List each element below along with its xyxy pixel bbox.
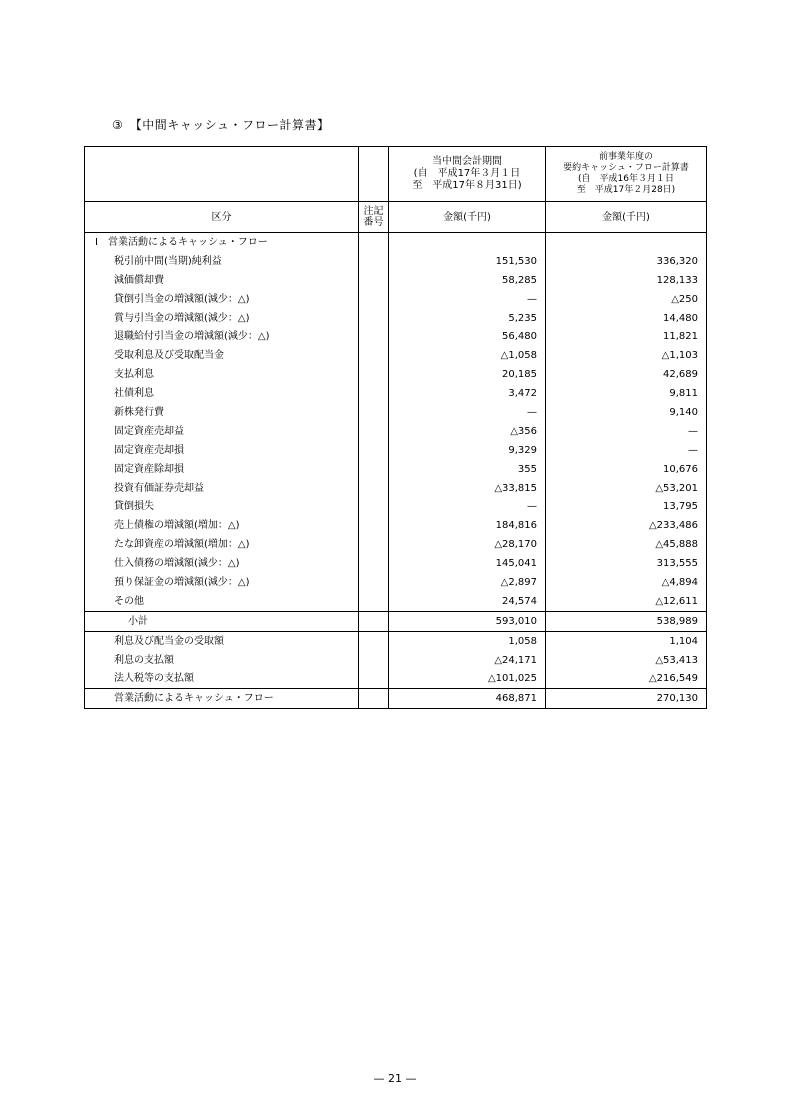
previous-amount-cell: △53,201 [546, 479, 707, 498]
current-amount-cell: 593,010 [389, 611, 546, 631]
note-cell [359, 290, 389, 309]
current-amount-cell: 145,041 [389, 554, 546, 573]
previous-period-from: (自 平成16年３月１日 [578, 174, 674, 184]
current-amount-cell: △2,897 [389, 573, 546, 592]
item-label: 預り保証金の増減額(減少：△) [85, 573, 359, 592]
table-row [85, 535, 707, 554]
item-label: 小計 [85, 611, 359, 631]
previous-amount-cell: △1,103 [546, 346, 707, 365]
note-cell [359, 422, 389, 441]
category-column-header: 区分 [85, 202, 359, 233]
current-amount-cell: △33,815 [389, 479, 546, 498]
current-period-title: 当中間会計期間 [432, 156, 502, 167]
column-header-row [85, 202, 707, 233]
previous-amount-cell: △4,894 [546, 573, 707, 592]
item-label: 賞与引当金の増減額(減少：△) [85, 309, 359, 328]
table-row [85, 554, 707, 573]
table-row [85, 290, 707, 309]
section-heading-row [85, 233, 707, 252]
table-row [85, 460, 707, 479]
previous-amount-cell: — [546, 441, 707, 460]
note-column-header [359, 202, 389, 233]
page-number: — 21 — [373, 1072, 417, 1085]
note-cell [359, 233, 389, 252]
previous-period-to: 至 平成17年２月28日) [576, 185, 676, 195]
cash-flow-statement-table [84, 146, 707, 709]
table-row [85, 516, 707, 535]
subtotal-row [85, 611, 707, 631]
current-amount-cell: 468,871 [389, 689, 546, 709]
table-row [85, 592, 707, 611]
current-amount-cell [389, 233, 546, 252]
total-row [85, 689, 707, 709]
table-row [85, 346, 707, 365]
current-period-from: (自 平成17年３月１日 [413, 168, 521, 179]
previous-amount-cell: 10,676 [546, 460, 707, 479]
item-label: 法人税等の支払額 [85, 669, 359, 688]
previous-amount-cell: 13,795 [546, 497, 707, 516]
blank-header-cell [85, 147, 359, 202]
previous-amount-cell: 1,104 [546, 631, 707, 650]
current-amount-cell: 20,185 [389, 365, 546, 384]
note-header-line2: 番号 [363, 217, 384, 228]
current-amount-cell: △1,058 [389, 346, 546, 365]
note-cell [359, 403, 389, 422]
note-cell [359, 651, 389, 670]
current-amount-cell: 56,480 [389, 327, 546, 346]
item-label: 売上債権の増減額(増加：△) [85, 516, 359, 535]
previous-amount-cell: 11,821 [546, 327, 707, 346]
note-cell [359, 631, 389, 650]
current-amount-cell: — [389, 497, 546, 516]
table-row [85, 384, 707, 403]
current-amount-cell: 3,472 [389, 384, 546, 403]
note-cell [359, 327, 389, 346]
note-cell [359, 516, 389, 535]
section-title: ③ 【中間キャッシュ・フロー計算書】 [112, 118, 330, 132]
note-cell [359, 384, 389, 403]
previous-amount-cell: 42,689 [546, 365, 707, 384]
previous-amount-cell: 9,140 [546, 403, 707, 422]
previous-amount-cell: △45,888 [546, 535, 707, 554]
item-label: 仕入債務の増減額(減少：△) [85, 554, 359, 573]
note-cell [359, 460, 389, 479]
item-label: 税引前中間(当期)純利益 [85, 252, 359, 271]
current-amount-cell: 24,574 [389, 592, 546, 611]
previous-amount-cell: △233,486 [546, 516, 707, 535]
previous-amount-cell: 14,480 [546, 309, 707, 328]
current-amount-cell: 5,235 [389, 309, 546, 328]
current-amount-cell: — [389, 403, 546, 422]
table-row [85, 365, 707, 384]
note-cell [359, 441, 389, 460]
item-label: 投資有価証券売却益 [85, 479, 359, 498]
current-period-header [389, 147, 546, 202]
table-row [85, 327, 707, 346]
previous-period-header [546, 147, 707, 202]
item-label: 減価償却費 [85, 271, 359, 290]
previous-amount-cell: — [546, 422, 707, 441]
current-amount-cell: △356 [389, 422, 546, 441]
note-cell [359, 669, 389, 688]
note-cell [359, 252, 389, 271]
table-row [85, 651, 707, 670]
item-label: 利息及び配当金の受取額 [85, 631, 359, 650]
item-label: 貸倒引当金の増減額(減少：△) [85, 290, 359, 309]
previous-amount-cell: △250 [546, 290, 707, 309]
item-label: 固定資産売却益 [85, 422, 359, 441]
item-label: 受取利息及び受取配当金 [85, 346, 359, 365]
current-amount-cell: △101,025 [389, 669, 546, 688]
item-label: 貸倒損失 [85, 497, 359, 516]
current-amount-cell: 184,816 [389, 516, 546, 535]
table-row [85, 441, 707, 460]
previous-amount-cell: 538,989 [546, 611, 707, 631]
current-amount-cell: 1,058 [389, 631, 546, 650]
item-label: 社債利息 [85, 384, 359, 403]
note-header-line1: 注記 [363, 206, 384, 217]
note-cell [359, 271, 389, 290]
previous-amount-cell: 313,555 [546, 554, 707, 573]
note-cell [359, 365, 389, 384]
current-amount-cell: 9,329 [389, 441, 546, 460]
previous-amount-column-header: 金額(千円) [546, 202, 707, 233]
table-row [85, 422, 707, 441]
note-cell [359, 592, 389, 611]
item-label: 固定資産除却損 [85, 460, 359, 479]
item-label: 利息の支払額 [85, 651, 359, 670]
table-row [85, 403, 707, 422]
previous-amount-cell [546, 233, 707, 252]
current-amount-cell: 58,285 [389, 271, 546, 290]
previous-amount-cell: 270,130 [546, 689, 707, 709]
previous-amount-cell: 336,320 [546, 252, 707, 271]
table-row [85, 271, 707, 290]
current-period-to: 至 平成17年８月31日) [412, 180, 522, 191]
blank-note-header-cell [359, 147, 389, 202]
table-row [85, 479, 707, 498]
item-label: 新株発行費 [85, 403, 359, 422]
table-row [85, 497, 707, 516]
item-label: その他 [85, 592, 359, 611]
note-cell [359, 573, 389, 592]
current-amount-column-header: 金額(千円) [389, 202, 546, 233]
previous-period-title-line1: 前事業年度の [598, 152, 653, 162]
previous-period-title-line2: 要約キャッシュ・フロー計算書 [563, 163, 689, 173]
item-label: 営業活動によるキャッシュ・フロー [85, 689, 359, 709]
current-amount-cell: 151,530 [389, 252, 546, 271]
current-amount-cell: — [389, 290, 546, 309]
current-amount-cell: 355 [389, 460, 546, 479]
note-cell [359, 309, 389, 328]
previous-amount-cell: △12,611 [546, 592, 707, 611]
note-cell [359, 479, 389, 498]
item-label: たな卸資産の増減額(増加：△) [85, 535, 359, 554]
period-header-row [85, 147, 707, 202]
note-cell [359, 497, 389, 516]
current-amount-cell: △24,171 [389, 651, 546, 670]
previous-amount-cell: △53,413 [546, 651, 707, 670]
current-amount-cell: △28,170 [389, 535, 546, 554]
table-row [85, 631, 707, 650]
note-cell [359, 689, 389, 709]
table-row [85, 309, 707, 328]
item-label: 退職給付引当金の増減額(減少：△) [85, 327, 359, 346]
note-cell [359, 611, 389, 631]
note-cell [359, 535, 389, 554]
section-heading: Ⅰ 営業活動によるキャッシュ・フロー [85, 233, 359, 252]
previous-amount-cell: 128,133 [546, 271, 707, 290]
table-row [85, 252, 707, 271]
table-row [85, 573, 707, 592]
note-cell [359, 346, 389, 365]
previous-amount-cell: △216,549 [546, 669, 707, 688]
item-label: 支払利息 [85, 365, 359, 384]
previous-amount-cell: 9,811 [546, 384, 707, 403]
item-label: 固定資産売却損 [85, 441, 359, 460]
table-row [85, 669, 707, 688]
note-cell [359, 554, 389, 573]
